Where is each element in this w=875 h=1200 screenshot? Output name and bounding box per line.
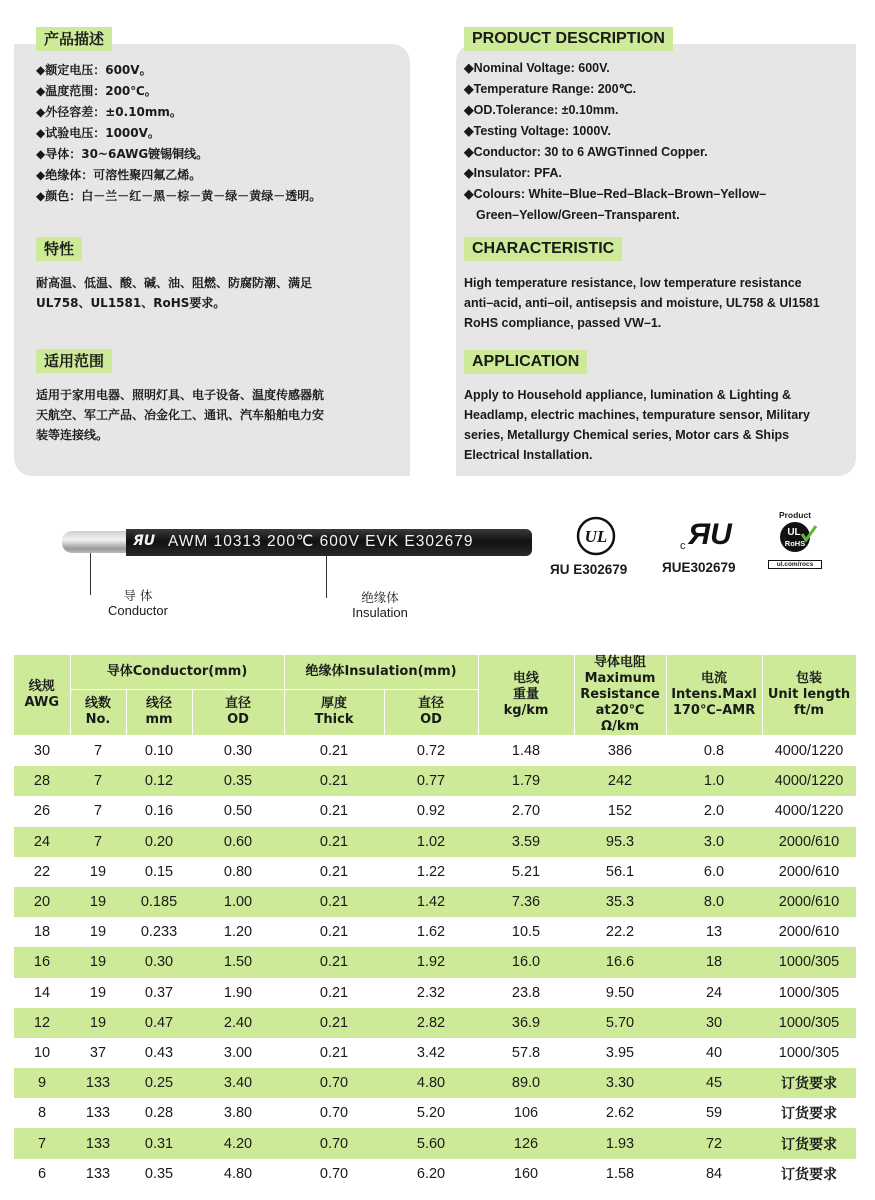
cell-thickness: 0.70 [284,1068,384,1098]
ur-small-icon-2: ЯU [662,560,682,575]
en-characteristic-text [464,273,820,333]
cell-current: 84 [705,1165,723,1182]
cell-conductor-od: 3.00 [223,1044,253,1061]
cell-package: 1000/305 [762,1008,856,1038]
cell-resistance: 152 [607,803,633,820]
cn-application-title: 适用范围 [36,349,112,373]
cell-resistance: 2.62 [605,1105,635,1122]
header-package: 包装 Unit length ft/m [762,655,856,736]
cell-awg: 28 [14,766,70,796]
cell-strands: 7 [93,803,103,820]
cell-awg: 18 [33,924,51,941]
cell-package: 4000/1220 [774,743,844,760]
cell-current: 6.0 [703,863,725,880]
cell-package: 1000/305 [778,984,840,1001]
header-strands: 线数 No. [70,689,126,735]
cell-weight: 3.59 [478,827,574,857]
text-line: ◆温度范围：200℃。 [36,84,157,98]
cell-current: 30 [666,1008,762,1038]
header-insulation: 绝缘体Insulation(mm) [284,655,478,689]
cell-weight: 57.8 [511,1044,541,1061]
cell-resistance: 22.2 [605,924,635,941]
table-row [14,857,856,887]
conductor-label-cn: 导 体 [123,588,153,603]
cell-wire-diameter: 0.30 [126,947,192,977]
table-row [14,827,856,857]
ul-file-number-2 [662,560,736,575]
cell-current: 24 [705,984,723,1001]
ul-file-number-1 [550,562,627,577]
cell-weight: 89.0 [478,1068,574,1098]
cell-awg: 26 [33,803,51,820]
text-line: ◆Testing Voltage: 1000V. [464,124,611,138]
text-line: 耐高温、低温、酸、碱、油、阻燃、防腐防潮、满足 [36,276,313,290]
cell-thickness: 0.21 [319,984,349,1001]
cell-awg: 12 [14,1008,70,1038]
cn-description-title: 产品描述 [36,27,112,51]
cell-thickness: 0.21 [319,743,349,760]
insulation-label [338,590,422,620]
cell-awg: 30 [33,743,51,760]
cn-application-text [36,385,324,445]
cell-strands: 19 [89,924,107,941]
header-current: 电流 Intens.Maxl 170℃–AMR [666,655,762,736]
cell-awg: 16 [14,947,70,977]
cable-print-text: AWM 10313 200℃ 600V EVK E302679 [168,533,474,550]
table-row [14,1038,856,1068]
header-thickness: 厚度 Thick [284,689,384,735]
cell-wire-diameter: 0.20 [126,827,192,857]
cell-awg: 8 [37,1105,47,1122]
cell-strands: 19 [89,984,107,1001]
text-line: Green–Yellow/Green–Transparent. [476,208,680,222]
cell-weight: 1.48 [511,743,541,760]
ul-rohs-mark [768,510,822,580]
text-line: anti–acid, anti–oil, antisepsis and moisture, UL758 & Ul1581 [464,296,820,310]
cell-strands: 19 [70,887,126,917]
cell-wire-diameter: 0.35 [144,1165,174,1182]
cell-package: 4000/1220 [762,766,856,796]
cell-conductor-od: 2.40 [192,1008,284,1038]
cell-package: 2000/610 [778,924,840,941]
cell-insulation-od: 1.42 [384,887,478,917]
cell-awg: 7 [14,1128,70,1158]
cell-thickness: 0.70 [284,1128,384,1158]
cell-thickness: 0.21 [319,803,349,820]
cell-current: 40 [705,1044,723,1061]
cell-weight: 160 [513,1165,539,1182]
spec-table-body [14,736,856,1189]
cell-weight: 23.8 [511,984,541,1001]
cell-conductor-od: 0.35 [192,766,284,796]
text-line: RoHS compliance, passed VW–1. [464,316,662,330]
cell-strands: 7 [70,827,126,857]
cru-recognized-icon [680,514,740,556]
text-line: ◆额定电压：600V。 [36,63,152,77]
cell-resistance: 3.95 [605,1044,635,1061]
header-weight: 电线 重量 kg/km [478,655,574,736]
cell-current: 0.8 [703,743,725,760]
en-description-title: PRODUCT DESCRIPTION [464,27,673,51]
cell-weight: 36.9 [478,1008,574,1038]
cell-thickness: 0.70 [319,1165,349,1182]
cell-resistance: 56.1 [605,863,635,880]
table-row [14,796,856,826]
cell-awg: 20 [14,887,70,917]
cell-insulation-od: 4.80 [384,1068,478,1098]
cell-wire-diameter: 0.15 [144,863,174,880]
cell-conductor-od: 0.50 [223,803,253,820]
cell-insulation-od: 1.92 [384,947,478,977]
cell-resistance: 9.50 [605,984,635,1001]
text-line: ◆OD.Tolerance: ±0.10mm. [464,103,619,117]
cell-package: 订货要求 [781,1106,838,1123]
cell-wire-diameter: 0.43 [144,1044,174,1061]
cell-current: 8.0 [666,887,762,917]
table-row [14,1008,856,1038]
cell-strands: 19 [70,1008,126,1038]
conductor-label [98,588,178,618]
text-line: Headlamp, electric machines, tempurature sensor, Military [464,408,810,422]
table-row [14,766,856,796]
cell-awg: 22 [33,863,51,880]
cable-conductor-strands [62,531,132,553]
ul-listed-icon [576,516,616,556]
text-line: series, Metallurgy Chemical series, Motor cars & Ships [464,428,790,442]
en-application-text [464,385,810,465]
cell-wire-diameter: 0.47 [126,1008,192,1038]
cell-insulation-od: 3.42 [416,1044,446,1061]
cell-awg: 14 [33,984,51,1001]
cell-thickness: 0.21 [319,924,349,941]
cell-wire-diameter: 0.28 [144,1105,174,1122]
cell-resistance: 1.93 [574,1128,666,1158]
text-line: ◆Nominal Voltage: 600V. [464,61,610,75]
cell-resistance: 35.3 [574,887,666,917]
text-line: ◆颜色：白－兰－红－黑－棕－黄－绿－黄绿－透明。 [36,189,322,203]
cell-wire-diameter: 0.37 [144,984,174,1001]
cell-strands: 19 [89,863,107,880]
cell-conductor-od: 4.20 [192,1128,284,1158]
cell-conductor-od: 3.40 [192,1068,284,1098]
cell-conductor-od: 0.30 [223,743,253,760]
conductor-label-en: Conductor [108,603,168,618]
ul-file-1-text: E302679 [573,562,628,577]
table-row [14,978,856,1008]
cell-thickness: 0.70 [319,1105,349,1122]
cell-current: 2.0 [703,803,725,820]
cell-weight: 1.79 [478,766,574,796]
cell-insulation-od: 0.77 [384,766,478,796]
cell-current: 59 [705,1105,723,1122]
cell-weight: 10.5 [511,924,541,941]
insulation-label-en: Insulation [352,605,408,620]
cell-thickness: 0.21 [284,827,384,857]
cell-conductor-od: 4.80 [223,1165,253,1182]
cell-strands: 7 [70,766,126,796]
cell-conductor-od: 1.00 [192,887,284,917]
cell-resistance: 386 [607,743,633,760]
cell-strands: 133 [70,1128,126,1158]
text-line: UL758、UL1581、RoHS要求。 [36,296,226,310]
text-line: ◆导体：30~6AWG镀锡铜线。 [36,147,209,161]
cell-insulation-od: 0.72 [416,743,446,760]
cell-thickness: 0.21 [284,947,384,977]
ur-small-icon-1: ЯU [550,562,574,577]
cell-insulation-od: 6.20 [416,1165,446,1182]
cell-conductor-od: 0.80 [223,863,253,880]
table-row [14,1128,856,1158]
table-row [14,1159,856,1189]
ul-file-2-text: E302679 [681,560,736,575]
c-mark: c [680,540,686,552]
text-line: Electrical Installation. [464,448,593,462]
cell-weight: 106 [513,1105,539,1122]
cell-strands: 133 [85,1165,111,1182]
cell-wire-diameter: 0.25 [126,1068,192,1098]
cell-current: 45 [666,1068,762,1098]
en-application-title: APPLICATION [464,350,587,374]
header-wire-diameter: 线径 mm [126,689,192,735]
cell-strands: 7 [93,743,103,760]
text-line: ◆Conductor: 30 to 6 AWGTinned Copper. [464,145,708,159]
cell-awg: 6 [37,1165,47,1182]
cell-thickness: 0.21 [319,1044,349,1061]
cell-conductor-od: 0.60 [192,827,284,857]
svg-text:ЯU: ЯU [688,518,732,551]
cell-conductor-od: 1.90 [223,984,253,1001]
cell-insulation-od: 1.22 [416,863,446,880]
cell-wire-diameter: 0.233 [140,924,178,941]
cell-resistance: 242 [574,766,666,796]
cell-weight: 16.0 [478,947,574,977]
cell-wire-diameter: 0.16 [144,803,174,820]
cell-strands: 37 [89,1044,107,1061]
cell-resistance: 16.6 [574,947,666,977]
svg-text:RoHS: RoHS [784,539,806,548]
conductor-leader-line [90,553,91,595]
cell-weight: 126 [478,1128,574,1158]
cell-insulation-od: 1.62 [416,924,446,941]
cell-thickness: 0.21 [319,863,349,880]
cn-characteristic-text [36,273,312,313]
cell-resistance: 95.3 [574,827,666,857]
cell-awg: 9 [14,1068,70,1098]
cell-package: 2000/610 [762,887,856,917]
rohs-url: ul.com/rocs [768,560,822,569]
cell-current: 72 [666,1128,762,1158]
ur-mark-icon: ЯU [133,533,156,549]
header-insulation-od: 直径 OD [384,689,478,735]
text-line: High temperature resistance, low temperature resistance [464,276,802,290]
cell-strands: 133 [85,1105,111,1122]
cell-package: 1000/305 [778,1044,840,1061]
cell-insulation-od: 0.92 [416,803,446,820]
text-line: 天航空、军工产品、冶金化工、通讯、汽车船舶电力安 [36,408,325,422]
cell-wire-diameter: 0.31 [126,1128,192,1158]
cell-insulation-od: 2.82 [384,1008,478,1038]
rohs-badge-icon [768,520,822,554]
en-characteristic-title: CHARACTERISTIC [464,237,622,261]
cell-thickness: 0.21 [284,887,384,917]
cell-weight: 2.70 [511,803,541,820]
cell-current: 18 [666,947,762,977]
text-line: ◆Insulator: PFA. [464,166,562,180]
text-line: ◆试验电压：1000V。 [36,126,160,140]
text-line: 装等连接线。 [36,428,109,442]
cell-awg: 24 [14,827,70,857]
cell-insulation-od: 5.20 [416,1105,446,1122]
text-line: ◆Colours: White–Blue–Red–Black–Brown–Yellow– [464,187,767,201]
text-line: ◆绝缘体：可溶性聚四氟乙烯。 [36,168,202,182]
text-line: ◆外径容差：±0.10mm。 [36,105,182,119]
cell-wire-diameter: 0.185 [126,887,192,917]
header-conductor: 导体Conductor(mm) [70,655,284,689]
cn-characteristic-title: 特性 [36,237,82,261]
cell-awg: 10 [33,1044,51,1061]
cell-current: 13 [705,924,723,941]
insulation-label-cn: 绝缘体 [361,590,399,605]
cell-package: 订货要求 [781,1166,838,1183]
table-row [14,947,856,977]
cell-conductor-od: 3.80 [223,1105,253,1122]
cell-package: 2000/610 [762,827,856,857]
cell-current: 3.0 [666,827,762,857]
table-row [14,736,856,767]
table-row [14,887,856,917]
cell-conductor-od: 1.50 [192,947,284,977]
insulation-leader-line [326,556,327,598]
cell-resistance: 5.70 [574,1008,666,1038]
cell-package: 订货要求 [762,1128,856,1158]
svg-text:UL: UL [584,527,608,546]
cell-weight: 7.36 [478,887,574,917]
svg-text:UL: UL [787,527,801,538]
cell-insulation-od: 2.32 [416,984,446,1001]
table-row [14,917,856,947]
cell-weight: 5.21 [511,863,541,880]
text-line: Apply to Household appliance, lumination & Lighting & [464,388,792,402]
cell-current: 1.0 [666,766,762,796]
header-resistance: 导体电阻 Maximum Resistance at20℃ Ω/km [574,655,666,736]
cell-package: 订货要求 [762,1068,856,1098]
cell-resistance: 1.58 [605,1165,635,1182]
cell-wire-diameter: 0.10 [144,743,174,760]
cell-package: 1000/305 [762,947,856,977]
table-row [14,1098,856,1128]
cell-package: 2000/610 [778,863,840,880]
cell-strands: 19 [70,947,126,977]
cell-resistance: 3.30 [574,1068,666,1098]
en-description-list [464,58,766,226]
text-line: 适用于家用电器、照明灯具、电子设备、温度传感器航 [36,388,325,402]
cell-wire-diameter: 0.12 [126,766,192,796]
cn-description-list [36,60,321,207]
cell-insulation-od: 5.60 [384,1128,478,1158]
cell-strands: 133 [70,1068,126,1098]
cell-insulation-od: 1.02 [384,827,478,857]
table-row [14,1068,856,1098]
spec-table [14,655,857,1189]
text-line: ◆Temperature Range: 200℃. [464,82,637,96]
cell-package: 4000/1220 [774,803,844,820]
cell-thickness: 0.21 [284,1008,384,1038]
header-awg: 线规 AWG [14,655,70,736]
cell-conductor-od: 1.20 [223,924,253,941]
cell-thickness: 0.21 [284,766,384,796]
rohs-product-text: Product [778,510,812,520]
header-conductor-od: 直径 OD [192,689,284,735]
